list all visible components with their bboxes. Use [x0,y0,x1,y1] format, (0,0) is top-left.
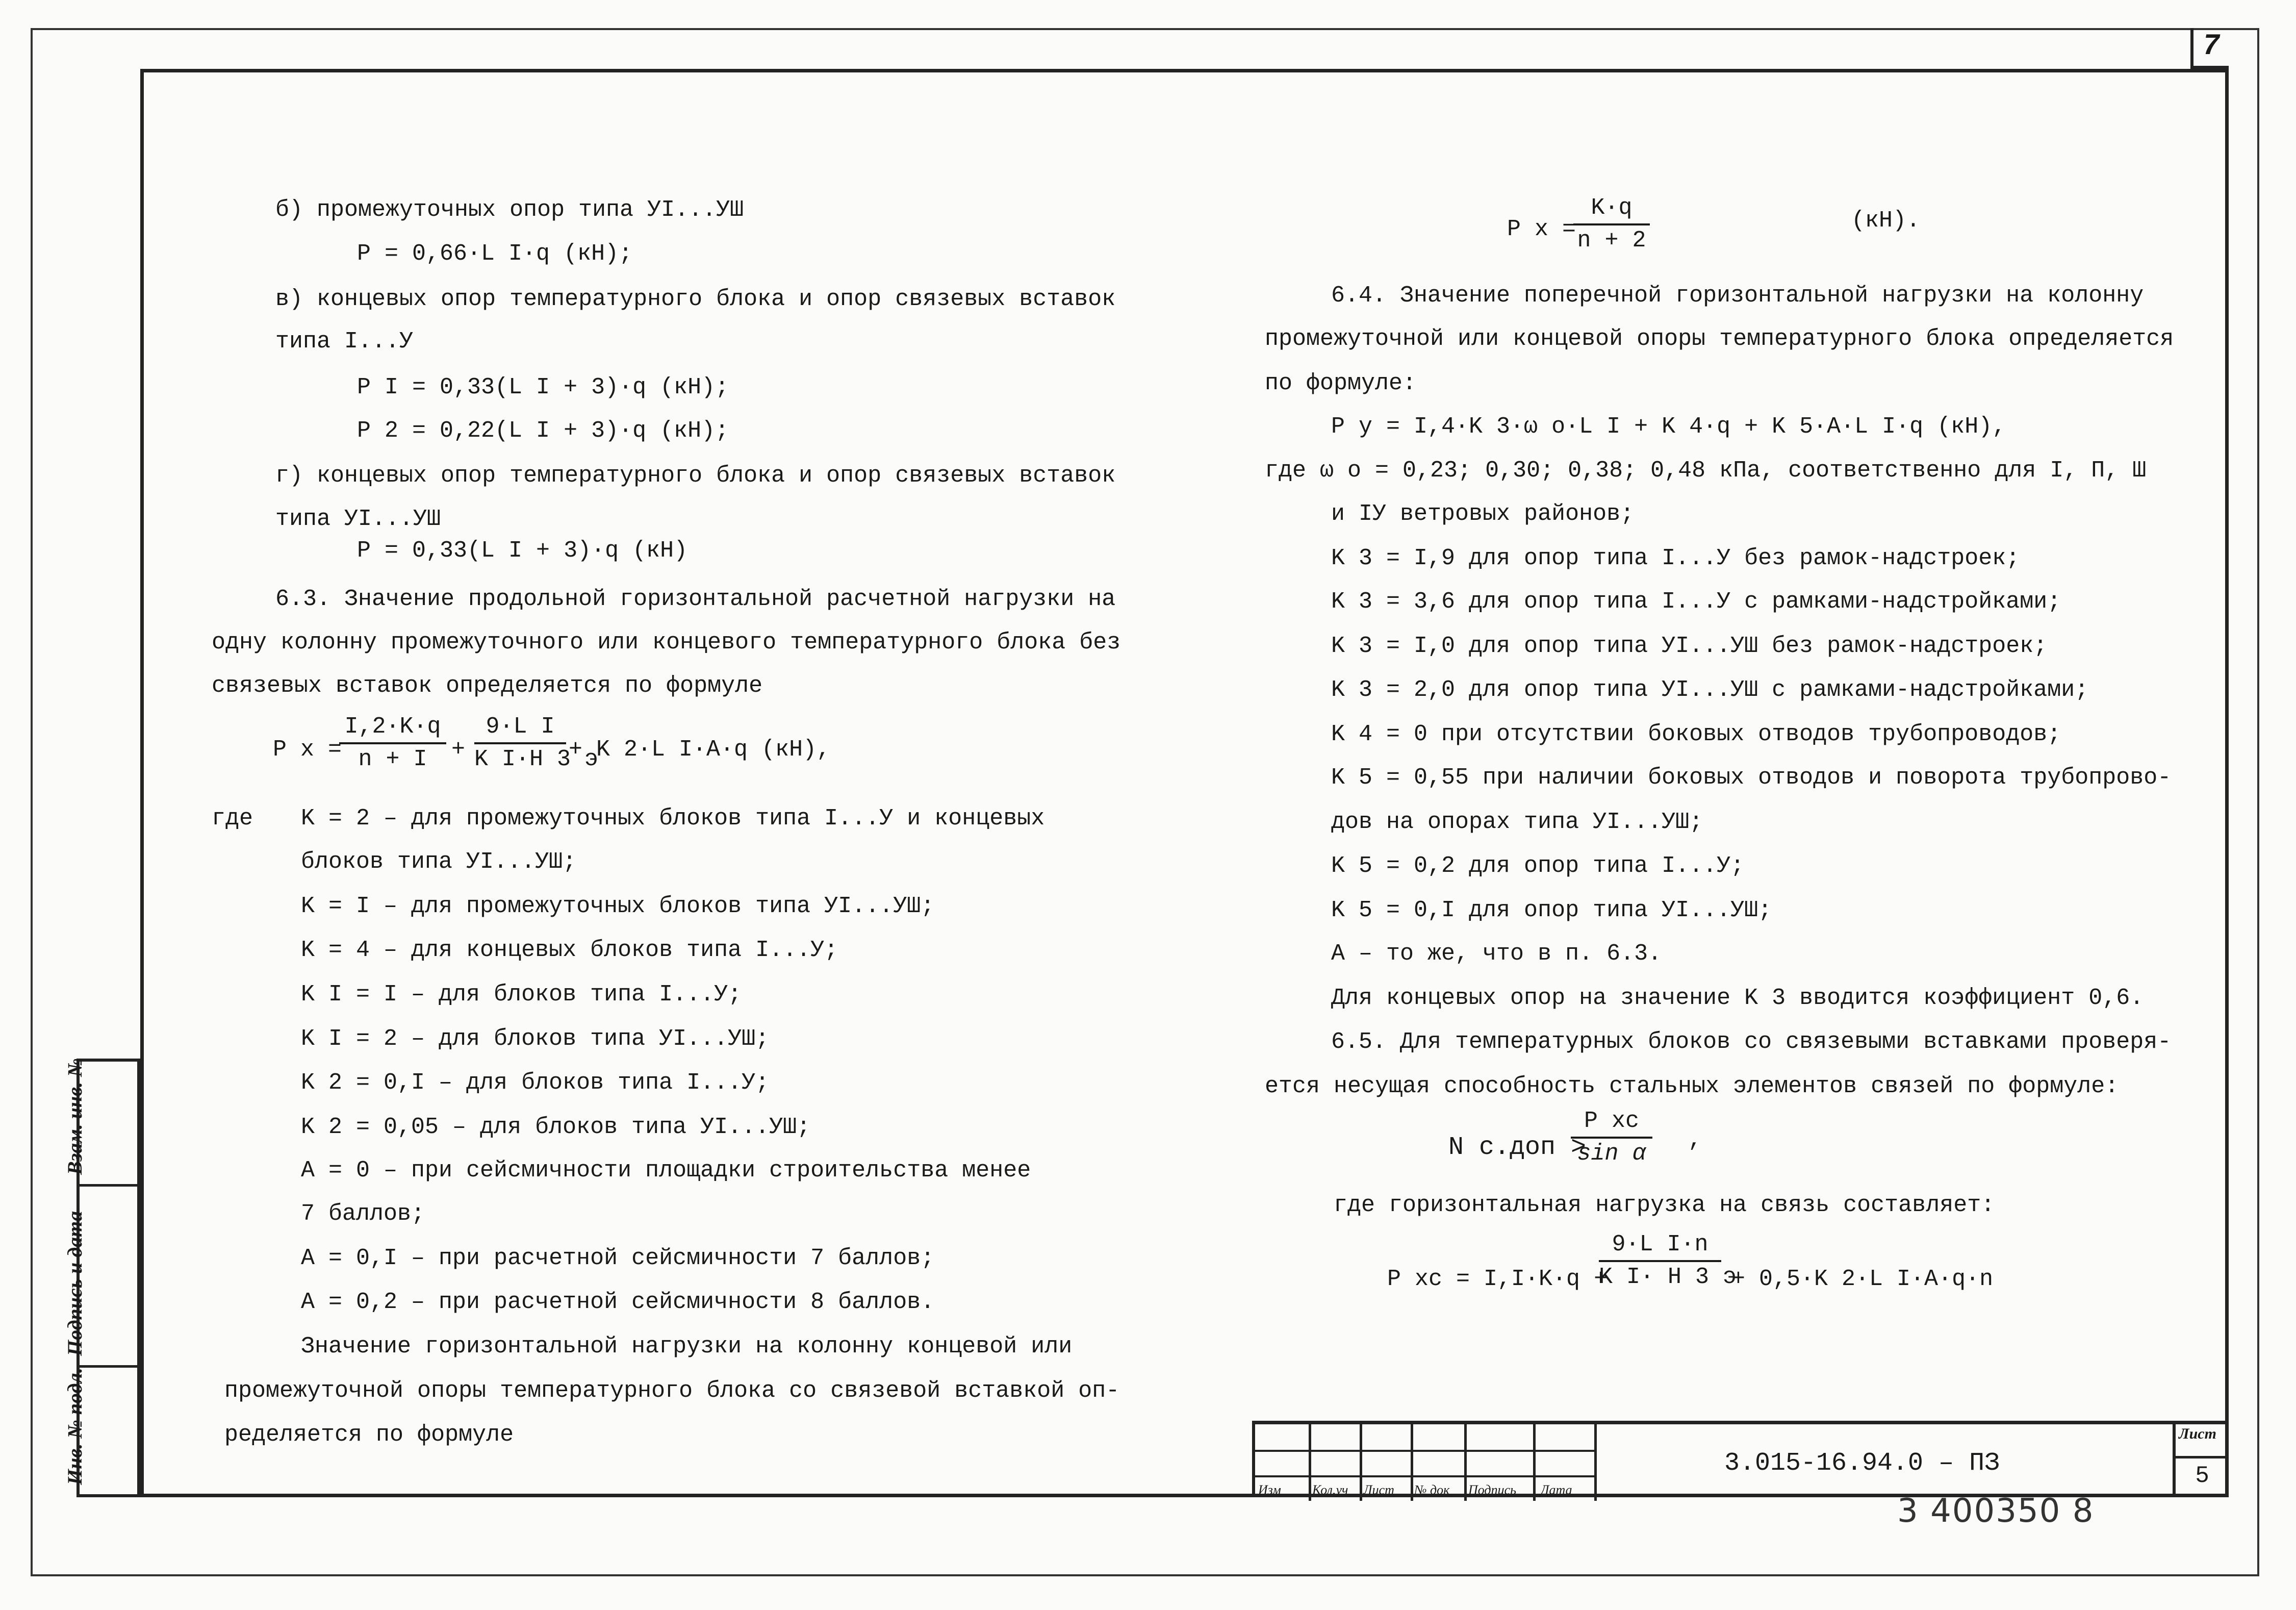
p63-line-3: связевых вставок определяется по формуле [212,673,763,699]
end-line-3: ределяется по формуле [224,1422,514,1448]
f-top-denominator: n + 2 [1577,228,1646,254]
title-block [1252,1421,2190,1497]
f-top-numerator: K·q [1591,195,1632,221]
w-line-1: где ω o = 0,23; 0,30; 0,38; 0,48 кПа, соответственно для I, П, Ш [1265,458,2147,484]
v-formula-2: P 2 = 0,22(L I + 3)·q (кН); [357,418,729,444]
f63-denominator-2: K I·H 3 э [474,746,599,772]
side-cell-inventory [63,1368,137,1494]
where-label: где [212,806,253,832]
g-title-2: типа УI...УШ [275,506,441,532]
p64-line-1: 6.4. Значение поперечной горизонтальной нагрузки на колонну [1331,283,2144,309]
f64-formula: P y = I,4·K 3·ω o·L I + K 4·q + K 5·A·L I·q (кН), [1331,414,2006,440]
tb-label-list: Лист [1363,1482,1394,1497]
k-item: K 4 = 0 при отсутствии боковых отводов трубопроводов; [1331,721,2061,747]
k-item: K = 2 – для промежуточных блоков типа I...У и концевых [301,806,1045,832]
tb-divider [1411,1424,1413,1501]
k-item: K I = I – для блоков типа I...У; [301,982,742,1008]
tb-label-izm: Изм [1258,1482,1281,1497]
f63-rest: + K 2·L I·A·q (кН), [569,737,831,763]
f63-fraction-1 [339,712,446,775]
side-cell-signature [63,1187,137,1368]
p64-line-3: по формуле: [1265,370,1417,396]
k-item: A = 0 – при сейсмичности площадки строительства менее [301,1158,1031,1184]
k-item: K 3 = 2,0 для опор типа УI...УШ с рамками-надстройками; [1331,677,2089,703]
f65-lhs: N с.доп > [1448,1133,1587,1162]
tb-label-sign: Подпись [1468,1482,1516,1497]
k-item: A = 0,I – при расчетной сейсмичности 7 баллов; [301,1245,935,1271]
v-title: в) концевых опор температурного блока и опор связевых вставок [275,286,1116,312]
g-formula: Р = 0,33(L I + 3)·q (кН) [357,538,688,564]
archive-stamp-number: 3 400350 8 [1897,1492,2095,1530]
sheet-corner-number: 7 [2190,28,2229,69]
k-item: 7 баллов; [301,1201,425,1227]
k3-note: Для концевых опор на значение K 3 вводится коэффициент 0,6. [1331,985,2144,1011]
tb-label-kol: Кол.уч [1312,1482,1348,1497]
k-item: K 2 = 0,I – для блоков типа I...У; [301,1070,770,1096]
f65-denominator: sin α [1577,1141,1646,1167]
f-top-lhs: P x = [1507,216,1576,242]
f63-lhs: P x = [273,737,342,763]
side-label-signature: Подпись и дата [63,1211,86,1356]
g-title: г) концевых опор температурного блока и опор связевых вставок [275,463,1116,489]
f65-fraction [1571,1106,1652,1169]
f65-comma: , [1688,1127,1702,1153]
fxc-fraction [1599,1229,1737,1293]
p65-line-2: ется несущая способность стальных элементов связей по формуле: [1265,1073,2119,1099]
k-item: K 5 = 0,55 при наличии боковых отводов и поворота трубопрово- [1331,765,2172,791]
k-item: A – то же, что в п. 6.3. [1331,941,1662,967]
k-item: K 2 = 0,05 – для блоков типа УI...УШ; [301,1114,811,1140]
fxc-lhs: P xc = I,I·K·q + [1387,1266,1608,1292]
fxc-rest: + 0,5·K 2·L I·A·q·n [1731,1266,1994,1292]
f-top-fraction [1573,193,1650,256]
k-item: A = 0,2 – при расчетной сейсмичности 8 баллов. [301,1289,935,1315]
b-title: б) промежуточных опор типа УI...УШ [275,197,744,223]
w-line-2: и IУ ветровых районов; [1331,501,1635,527]
tb-divider [1360,1424,1362,1501]
tb-divider [1309,1424,1311,1501]
k-item: K = 4 – для концевых блоков типа I...У; [301,937,838,963]
side-label-inventory: Инв. № подл. [63,1368,86,1485]
f63-numerator-1: I,2·K·q [344,714,441,740]
end-line-1: Значение горизонтальной нагрузки на колонну концевой или [301,1334,1073,1360]
p63-line-2: одну колонну промежуточного или концевого температурного блока без [212,630,1121,656]
k-item: K 3 = I,0 для опор типа УI...УШ без рамок-надстроек; [1331,633,2048,659]
fxc-numerator: 9·L I·n [1612,1231,1708,1257]
fxc-denominator: K I· H 3 э [1599,1264,1737,1290]
sheet-label: Лист [2179,1425,2216,1442]
tb-label-date: Дата [1541,1482,1572,1497]
p65-line-1: 6.5. Для температурных блоков со связевыми вставками проверя- [1331,1029,2172,1055]
v-title-2: типа I...У [275,329,414,355]
sheet-number-box [2173,1421,2229,1497]
title-block-grid [1255,1424,1597,1501]
tb-divider [1594,1424,1597,1501]
k-item: дов на опорах типа УI...УШ; [1331,809,1703,835]
side-stamp [63,1058,140,1497]
k-item: K = I – для промежуточных блоков типа УI...УШ; [301,893,935,919]
v-formula-1: P I = 0,33(L I + 3)·q (кН); [357,374,729,400]
f65-numerator: P xc [1584,1108,1640,1134]
side-label-replace: Взам. инв. № [63,1058,86,1175]
side-cell-replace [63,1058,137,1187]
sheet-number: 5 [2176,1456,2229,1489]
f63-denominator-1: n + I [358,746,427,772]
tb-divider [1464,1424,1467,1501]
k-item: блоков типа УI...УШ; [301,849,577,875]
tb-label-doc: № док [1414,1482,1450,1497]
f63-fraction-2 [474,712,599,775]
document-code: 3.015-16.94.0 – ПЗ [1724,1449,2000,1478]
tb-divider [1533,1424,1536,1501]
f-top-unit: (кН). [1851,208,1921,234]
k-item: K 3 = 3,6 для опор типа I...У с рамками-надстройками; [1331,589,2061,615]
end-line-2: промежуточной опоры температурного блока со связевой вставкой оп- [224,1378,1120,1404]
k-item: K I = 2 – для блоков типа УI...УШ; [301,1026,770,1052]
p65-line-3: где горизонтальная нагрузка на связь составляет: [1334,1192,1995,1218]
f63-plus: + [451,737,466,763]
k-item: K 3 = I,9 для опор типа I...У без рамок-надстроек; [1331,545,2020,571]
p64-line-2: промежуточной или концевой опоры температурного блока определяется [1265,326,2174,352]
tb-row-line [1255,1475,1597,1477]
k-item: K 5 = 0,I для опор типа УI...УШ; [1331,897,1772,923]
b-formula: Р = 0,66·L I·q (кН); [357,241,633,267]
tb-row-line [1255,1450,1597,1452]
p63-line-1: 6.3. Значение продольной горизонтальной расчетной нагрузки на [275,586,1116,612]
k-item: K 5 = 0,2 для опор типа I...У; [1331,853,1745,879]
f63-numerator-2: 9·L I [486,714,555,740]
